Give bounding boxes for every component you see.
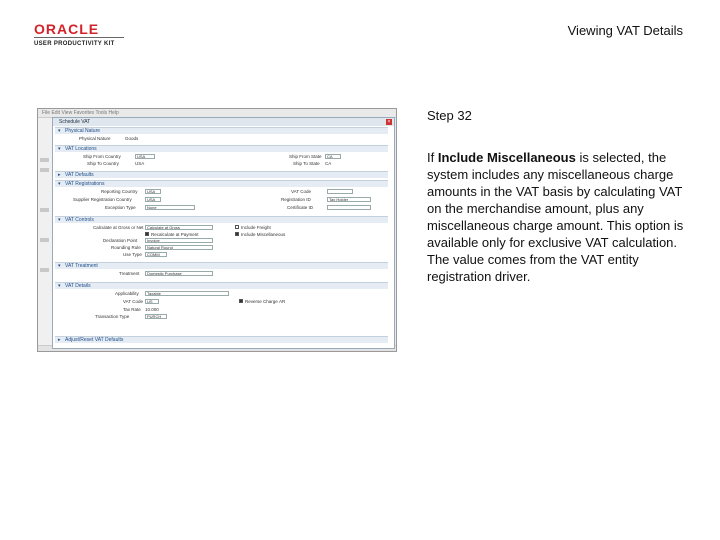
ship-to-country-value: USA [135,161,145,166]
use-type-field[interactable]: COMM [145,252,167,257]
declaration-point-select[interactable]: Invoice [145,238,213,243]
section-vat-details[interactable]: ▾ VAT Details [55,282,388,289]
transaction-type-label: Transaction Type [95,314,130,319]
sidebar-mark [40,158,49,162]
registration-id-label: Registration ID [281,197,311,202]
section-vat-treatment[interactable]: ▾ VAT Treatment [55,262,388,269]
reporting-country-label: Reporting Country [101,189,138,194]
chevron-down-icon: ▾ [58,283,61,289]
oracle-upk-logo [34,22,124,47]
include-freight-checkbox[interactable] [235,225,239,229]
tax-rate-label: Tax Rate [123,307,141,312]
ship-from-state-label: Ship From State [289,154,322,159]
chevron-down-icon: ▾ [58,263,61,269]
vat-detail-code-label: VAT Code [123,299,144,304]
ship-from-country-field[interactable]: USA [135,154,155,159]
ship-from-country-label: Ship From Country [83,154,121,159]
schedule-vat-dialog [52,117,395,349]
exception-type-select[interactable]: None [145,205,195,210]
reverse-charge-label: Reverse Charge [245,299,278,304]
ship-to-state-label: Ship To State [293,161,320,166]
applicability-select[interactable]: Taxable [145,291,229,296]
chevron-right-icon: ▸ [58,337,61,343]
certificate-id-field[interactable] [327,205,371,210]
vat-code-field[interactable] [327,189,353,194]
certificate-id-label: Certificate ID [287,205,314,210]
chevron-down-icon: ▾ [58,217,61,223]
use-type-label: Use Type [123,252,142,257]
sidebar-mark [40,268,49,272]
registration-id-field[interactable]: Tax Holder [327,197,371,202]
browser-menu-bar: File Edit View Favorites Tools Help [38,109,397,118]
description-emphasis: Include Miscellaneous [437,150,576,165]
recalculate-payment-label: Recalculate at Payment [151,232,199,237]
vat-detail-code-field[interactable]: US [145,299,159,304]
section-physical-nature[interactable]: ▾ Physical Nature [55,127,388,134]
applicability-label: Applicability [115,291,139,296]
declaration-point-label: Declaration Point [103,238,138,243]
application-screenshot [37,108,397,352]
treatment-select[interactable]: Domestic Purchase [145,271,213,276]
treatment-label: Treatment [119,271,140,276]
transaction-type-field[interactable]: PURCH [145,314,167,319]
sidebar-mark [40,238,49,242]
exception-type-label: Exception Type [105,205,136,210]
physical-nature-value: Goods [125,136,139,141]
description-intro: If [427,150,438,165]
ship-to-state-value: CA [325,161,332,166]
reverse-charge-checkbox[interactable] [239,299,243,303]
calculate-gross-net-select[interactable]: Calculate at Gross [145,225,213,230]
step-description [427,149,689,285]
section-vat-controls[interactable]: ▾ VAT Controls [55,216,388,223]
chevron-down-icon: ▾ [58,128,61,134]
include-miscellaneous-label: Include Miscellaneous [241,232,286,237]
section-vat-defaults[interactable]: ▸ VAT Defaults [55,171,388,178]
vat-code-label: VAT Code [291,189,312,194]
section-adjust-reset-vat-defaults[interactable]: ▸ Adjust/Reset VAT Defaults [55,336,388,343]
background-page-sidebar [38,118,52,352]
chevron-down-icon: ▾ [58,181,61,187]
ship-from-state-field[interactable]: CA [325,154,341,159]
chevron-down-icon: ▾ [58,146,61,152]
section-vat-locations[interactable]: ▾ VAT Locations [55,145,388,152]
description-body: is selected, the system includes any miscellaneous charge amounts in the VAT basis by calculating VAT on the merchandise amount, plus any miscellaneous charge amount. This option is available only for exclusive VAT calculation. The value comes from the VAT entity registration driver. [427,150,684,284]
logo-subtitle: USER PRODUCTIVITY KIT [34,41,115,47]
supplier-registration-country-field[interactable]: USA [145,197,161,202]
chevron-right-icon: ▸ [58,172,61,178]
reverse-charge-value: AR [279,299,286,304]
ship-to-country-label: Ship To Country [87,161,119,166]
tax-rate-value: 10.000 [145,307,159,312]
reporting-country-field[interactable]: USA [145,189,161,194]
supplier-registration-country-label: Supplier Registration Country [73,197,132,202]
step-label: Step 32 [427,108,472,123]
dialog-title: Schedule VAT [53,118,394,126]
recalculate-payment-checkbox[interactable] [145,232,149,236]
sidebar-mark [40,168,49,172]
rounding-rule-label: Rounding Rule [111,245,141,250]
include-freight-label: Include Freight [241,225,271,230]
physical-nature-label: Physical Nature [79,136,111,141]
sidebar-mark [40,208,49,212]
include-miscellaneous-checkbox[interactable] [235,232,239,236]
close-icon[interactable]: × [387,119,391,125]
section-vat-registrations[interactable]: ▾ VAT Registrations [55,180,388,187]
logo-rule [34,37,124,38]
logo-wordmark: ORACLE [34,21,100,37]
rounding-rule-select[interactable]: Natural Round [145,245,213,250]
calculate-gross-net-label: Calculate at Gross or Net [93,225,144,230]
slide-title: Viewing VAT Details [567,23,683,38]
